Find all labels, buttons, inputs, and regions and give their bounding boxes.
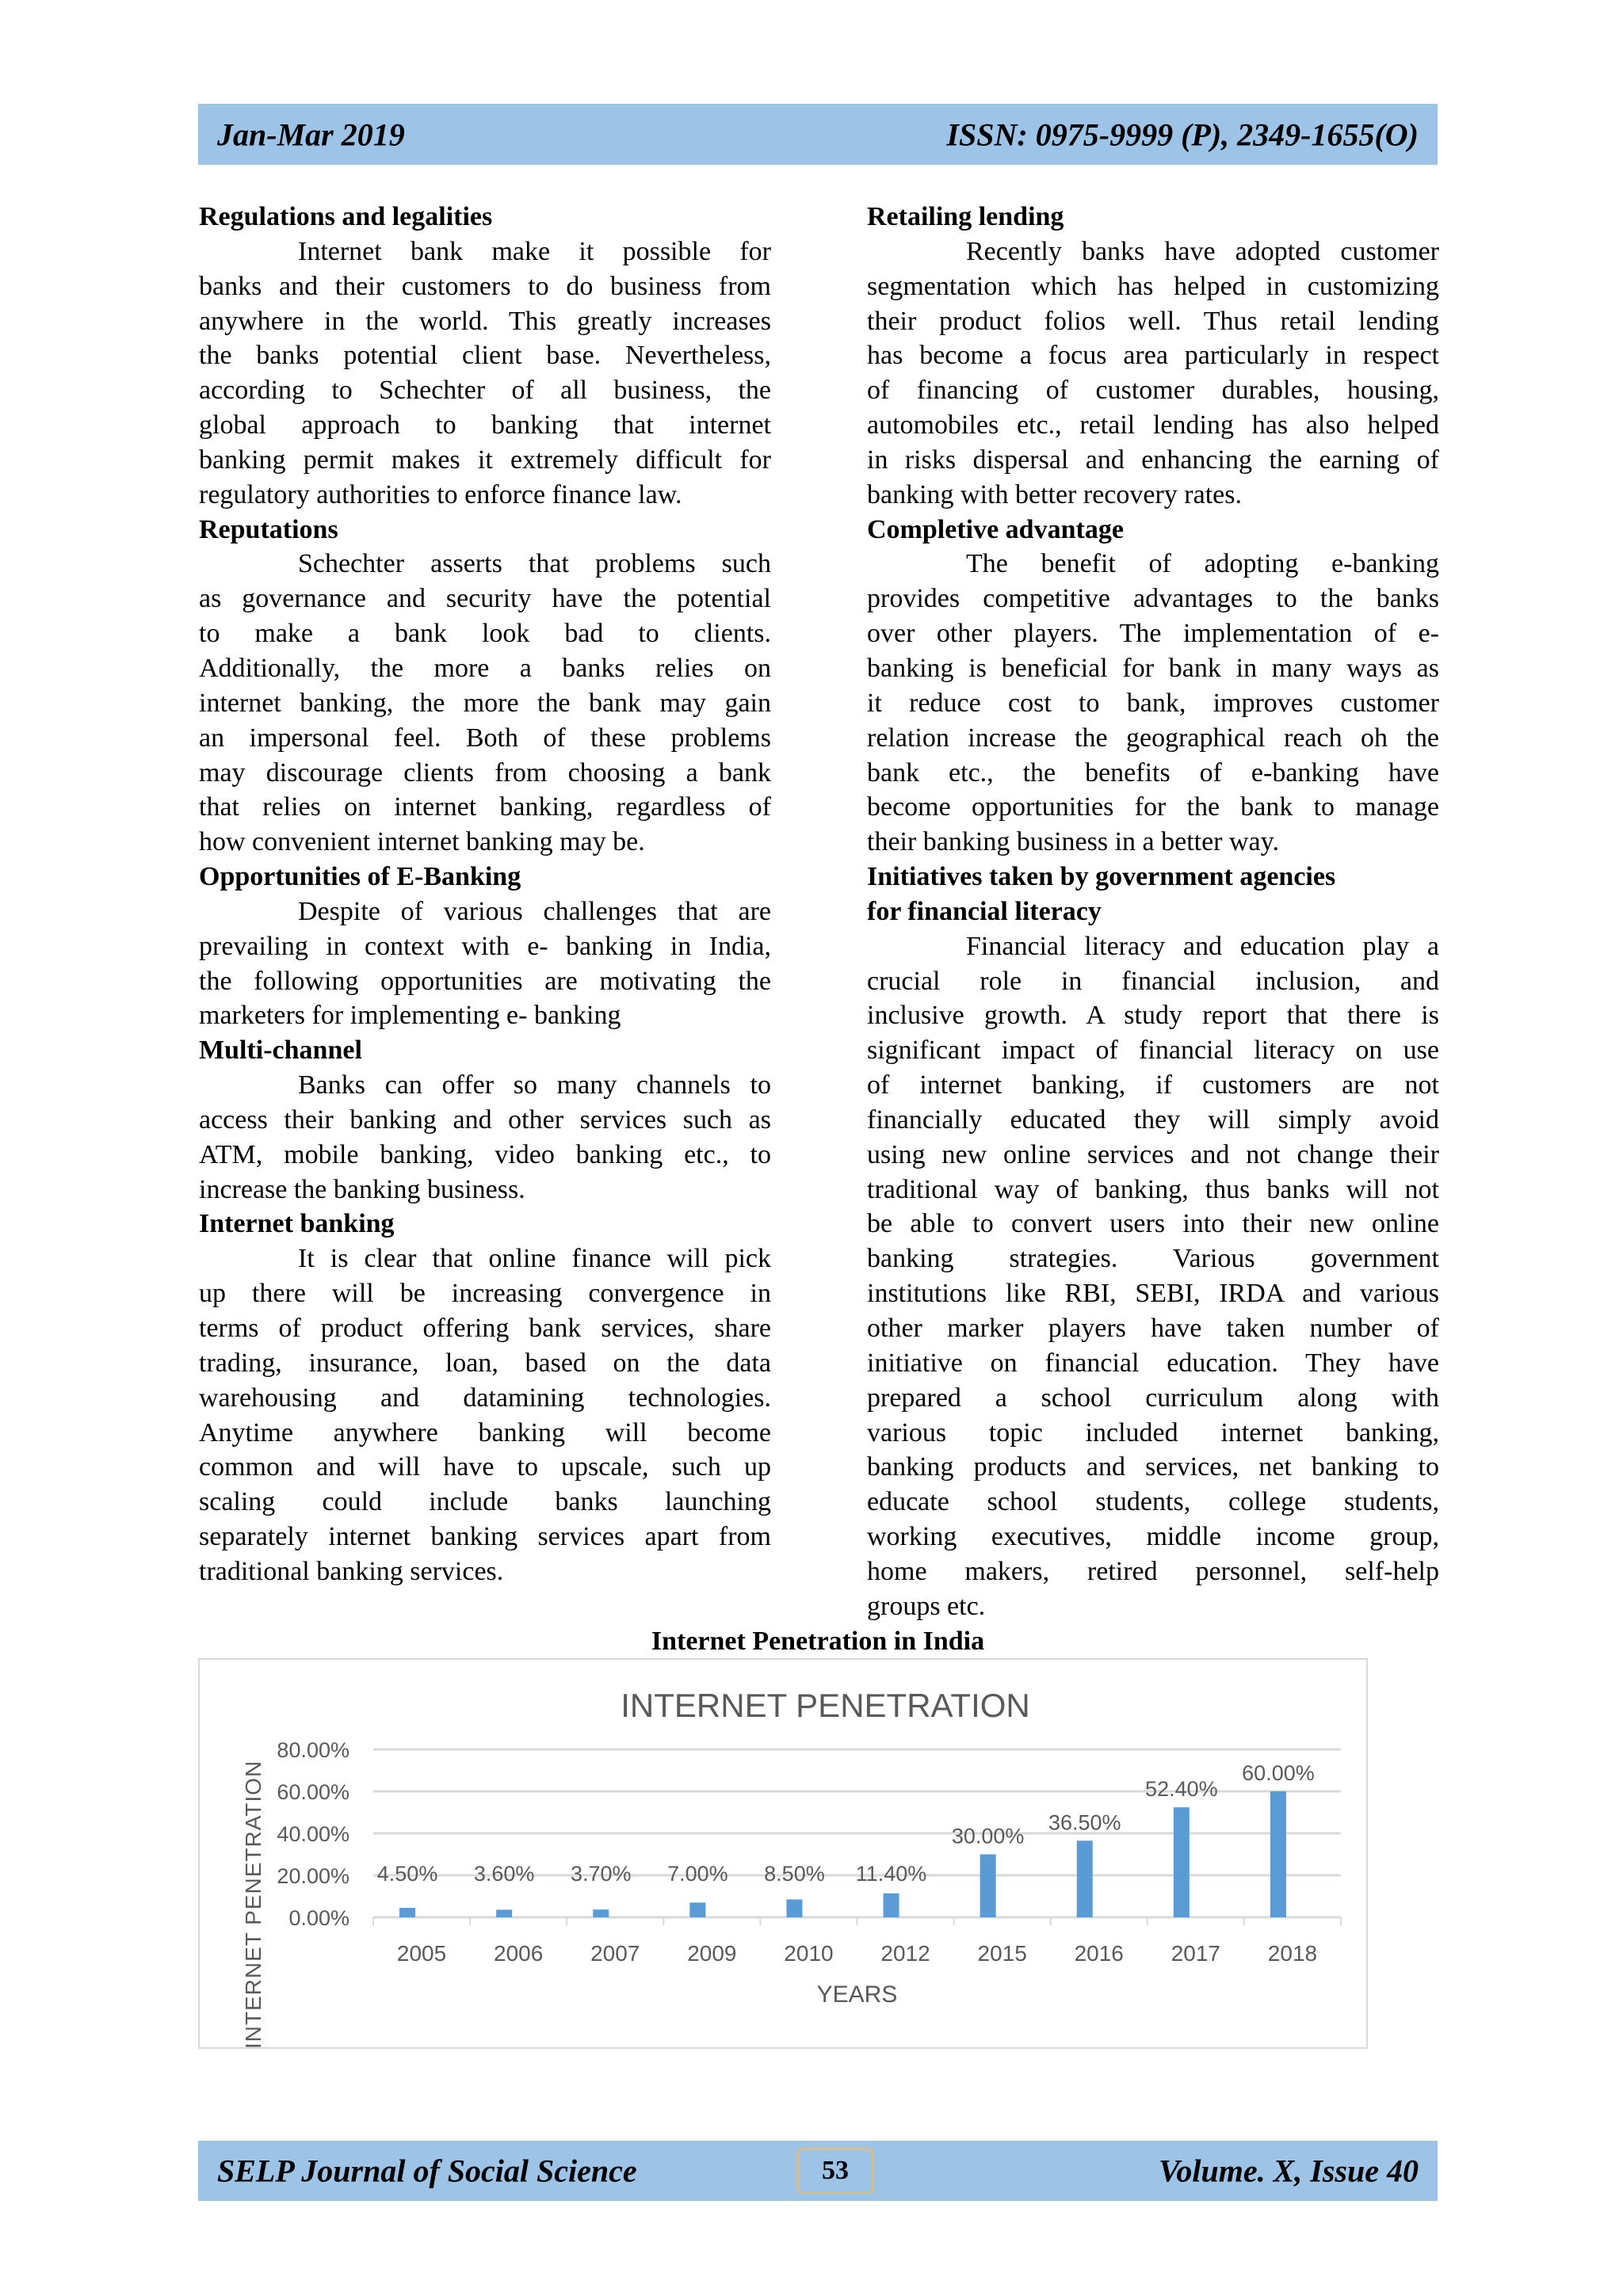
x-axis-title: YEARS bbox=[816, 1981, 898, 2008]
footer-journal-name: SELP Journal of Social Science bbox=[217, 2153, 637, 2189]
left-column bbox=[199, 200, 771, 1589]
paragraph-line: prevailing in context with e- banking in India, bbox=[199, 931, 771, 961]
bar bbox=[884, 1894, 899, 1917]
paragraph-line: access their banking and other services such as bbox=[199, 1104, 771, 1135]
paragraph-line: up there will be increasing convergence in bbox=[199, 1279, 771, 1309]
data-label: 11.40% bbox=[855, 1862, 927, 1886]
section-heading: Reputations bbox=[199, 514, 338, 544]
paragraph-line: Additionally, the more a banks relies on bbox=[199, 653, 771, 683]
paragraph-line: initiative on financial education. They have bbox=[867, 1348, 1439, 1378]
section-heading: Opportunities of E-Banking bbox=[199, 862, 521, 892]
bar bbox=[689, 1902, 705, 1917]
paragraph-line: may discourage clients from choosing a bank bbox=[199, 757, 771, 788]
paragraph-line: the following opportunities are motivating the bbox=[199, 966, 771, 996]
y-tick-label: 20.00% bbox=[277, 1864, 349, 1888]
paragraph-line: banking with better recovery rates. bbox=[867, 479, 1242, 509]
bar bbox=[1077, 1840, 1093, 1917]
paragraph-line: financially educated they will simply avoid bbox=[867, 1104, 1439, 1135]
paragraph-line: anywhere in the world. This greatly increases bbox=[199, 306, 771, 336]
paragraph-line: separately internet banking services apart from bbox=[199, 1522, 771, 1552]
y-tick-label: 0.00% bbox=[288, 1906, 349, 1930]
paragraph-line: over other players. The implementation of e- bbox=[867, 619, 1439, 649]
paragraph-line: various topic included internet banking, bbox=[867, 1417, 1439, 1447]
paragraph-line: Schechter asserts that problems such bbox=[298, 549, 771, 579]
x-tick-label: 2007 bbox=[590, 1941, 640, 1966]
x-tick-label: 2012 bbox=[880, 1941, 930, 1966]
data-label: 3.70% bbox=[570, 1862, 632, 1886]
bar bbox=[980, 1855, 996, 1918]
section-heading: Retailing lending bbox=[867, 202, 1064, 231]
paragraph-line: scaling could include banks launching bbox=[199, 1487, 771, 1517]
bar bbox=[1174, 1807, 1190, 1917]
paragraph-line: become opportunities for the bank to manage bbox=[867, 792, 1439, 822]
bar-chart bbox=[200, 1660, 1369, 2050]
paragraph-line: other marker players have taken number of bbox=[867, 1314, 1439, 1343]
paragraph-line: It is clear that online finance will pick bbox=[298, 1244, 771, 1274]
chart-title: INTERNET PENETRATION bbox=[621, 1687, 1030, 1724]
y-tick-label: 40.00% bbox=[277, 1822, 349, 1846]
paragraph-line: prepared a school curriculum along with bbox=[867, 1383, 1439, 1413]
paragraph-line: their product folios well. Thus retail lending bbox=[867, 306, 1439, 336]
paragraph-line: terms of product offering bank services, share bbox=[199, 1314, 771, 1343]
x-tick-label: 2005 bbox=[396, 1941, 447, 1966]
paragraph-line: warehousing and datamining technologies. bbox=[199, 1383, 771, 1413]
page-header bbox=[198, 104, 1438, 165]
paragraph-line: internet banking, the more the bank may gain bbox=[199, 688, 771, 718]
paragraph-line: institutions like RBI, SEBI, IRDA and various bbox=[867, 1279, 1439, 1309]
paragraph-line: it reduce cost to bank, improves customer bbox=[867, 688, 1439, 718]
bar bbox=[786, 1899, 802, 1917]
data-label: 8.50% bbox=[764, 1862, 825, 1886]
bar bbox=[496, 1909, 512, 1917]
paragraph-line: in risks dispersal and enhancing the earning of bbox=[867, 444, 1439, 475]
paragraph-line: automobiles etc., retail lending has also helped bbox=[867, 410, 1439, 441]
x-tick-label: 2018 bbox=[1267, 1941, 1318, 1966]
header-issn: ISSN: 0975-9999 (P), 2349-1655(O) bbox=[946, 116, 1419, 152]
paragraph-line: of financing of customer durables, housing, bbox=[867, 376, 1439, 406]
bar bbox=[593, 1909, 609, 1917]
paragraph-line: marketers for implementing e- banking bbox=[199, 1001, 621, 1031]
paragraph-line: Recently banks have adopted customer bbox=[966, 236, 1439, 266]
paragraph-line: Anytime anywhere banking will become bbox=[199, 1417, 771, 1447]
paragraph-line: traditional way of banking, thus banks will not bbox=[867, 1174, 1439, 1204]
paragraph-line: regulatory authorities to enforce finance law. bbox=[199, 479, 682, 509]
paragraph-line: traditional banking services. bbox=[199, 1556, 504, 1586]
bar bbox=[399, 1908, 415, 1917]
paragraph-line: banking products and services, net banking to bbox=[867, 1452, 1439, 1482]
x-tick-label: 2016 bbox=[1074, 1941, 1124, 1966]
paragraph-line: as governance and security have the potential bbox=[199, 584, 771, 614]
paragraph-line: Despite of various challenges that are bbox=[298, 896, 771, 926]
paragraph-line: The benefit of adopting e-banking bbox=[966, 549, 1439, 579]
section-heading: Multi-channel bbox=[199, 1035, 362, 1066]
data-label: 30.00% bbox=[951, 1824, 1025, 1848]
paragraph-line: trading, insurance, loan, based on the data bbox=[199, 1348, 771, 1378]
data-label: 60.00% bbox=[1242, 1761, 1315, 1785]
right-column bbox=[867, 200, 1439, 1624]
section-heading: Completive advantage bbox=[867, 514, 1124, 544]
section-heading: for financial literacy bbox=[867, 896, 1102, 926]
paragraph-line: an impersonal feel. Both of these problems bbox=[199, 723, 771, 753]
paragraph-line: educate school students, college students, bbox=[867, 1487, 1439, 1517]
paragraph-line: crucial role in financial inclusion, and bbox=[867, 966, 1439, 996]
page-number: 53 bbox=[822, 2156, 849, 2185]
paragraph-line: increase the banking business. bbox=[199, 1174, 525, 1204]
paragraph-line: according to Schechter of all business, the bbox=[199, 376, 771, 406]
data-label: 7.00% bbox=[667, 1862, 728, 1886]
paragraph-line: inclusive growth. A study report that there is bbox=[867, 1001, 1439, 1031]
section-heading: Initiatives taken by government agencies bbox=[867, 862, 1336, 892]
paragraph-line: Internet bank make it possible for bbox=[298, 236, 771, 266]
y-axis-title: INTERNET PENETRATION bbox=[241, 1760, 265, 2050]
data-label: 52.40% bbox=[1145, 1777, 1218, 1802]
x-tick-label: 2010 bbox=[784, 1941, 834, 1966]
section-heading: Internet banking bbox=[199, 1209, 395, 1239]
paragraph-line: that relies on internet banking, regardless of bbox=[199, 792, 771, 822]
paragraph-line: common and will have to upscale, such up bbox=[199, 1452, 771, 1482]
paragraph-line: relation increase the geographical reach oh the bbox=[867, 723, 1439, 753]
x-tick-label: 2009 bbox=[687, 1941, 737, 1966]
x-tick-label: 2015 bbox=[977, 1941, 1027, 1966]
data-label: 3.60% bbox=[473, 1862, 535, 1886]
paragraph-line: bank etc., the benefits of e-banking have bbox=[867, 757, 1439, 788]
page-footer bbox=[198, 2141, 1438, 2201]
paragraph-line: significant impact of financial literacy on use bbox=[867, 1035, 1439, 1066]
figure-caption: Internet Penetration in India bbox=[651, 1627, 985, 1656]
chart-container bbox=[198, 1658, 1368, 2049]
paragraph-line: of internet banking, if customers are not bbox=[867, 1070, 1439, 1100]
paragraph-line: segmentation which has helped in customizing bbox=[867, 271, 1439, 301]
paragraph-line: their banking business in a better way. bbox=[867, 827, 1279, 857]
paragraph-line: groups etc. bbox=[867, 1591, 986, 1621]
data-label: 4.50% bbox=[376, 1862, 438, 1886]
header-date: Jan-Mar 2019 bbox=[217, 116, 405, 152]
footer-volume: Volume. X, Issue 40 bbox=[1159, 2153, 1419, 2189]
paragraph-line: to make a bank look bad to clients. bbox=[199, 619, 771, 649]
y-tick-label: 80.00% bbox=[277, 1738, 349, 1762]
x-tick-label: 2017 bbox=[1170, 1941, 1220, 1966]
paragraph-line: has become a focus area particularly in respect bbox=[867, 341, 1439, 371]
section-heading: Regulations and legalities bbox=[199, 202, 493, 231]
bar bbox=[1270, 1791, 1286, 1917]
paragraph-line: Banks can offer so many channels to bbox=[298, 1070, 771, 1100]
x-tick-label: 2006 bbox=[494, 1941, 544, 1966]
paragraph-line: banking permit makes it extremely difficult for bbox=[199, 444, 771, 475]
paragraph-line: banks and their customers to do business from bbox=[199, 271, 771, 301]
paragraph-line: how convenient internet banking may be. bbox=[199, 827, 645, 857]
paragraph-line: Financial literacy and education play a bbox=[966, 931, 1439, 961]
paragraph-line: ATM, mobile banking, video banking etc., to bbox=[199, 1139, 771, 1169]
y-tick-label: 60.00% bbox=[277, 1780, 349, 1804]
paragraph-line: banking is beneficial for bank in many ways as bbox=[867, 653, 1439, 683]
paragraph-line: home makers, retired personnel, self-help bbox=[867, 1556, 1439, 1586]
paragraph-line: provides competitive advantages to the banks bbox=[867, 584, 1439, 614]
paragraph-line: using new online services and not change their bbox=[867, 1139, 1439, 1169]
page-number-box bbox=[796, 2148, 874, 2194]
paragraph-line: global approach to banking that internet bbox=[199, 410, 771, 441]
paragraph-line: the banks potential client base. Nevertheless, bbox=[199, 341, 771, 371]
data-label: 36.50% bbox=[1048, 1810, 1121, 1835]
paragraph-line: working executives, middle income group, bbox=[867, 1522, 1439, 1552]
paragraph-line: banking strategies. Various government bbox=[867, 1244, 1439, 1274]
paragraph-line: be able to convert users into their new online bbox=[867, 1209, 1439, 1239]
